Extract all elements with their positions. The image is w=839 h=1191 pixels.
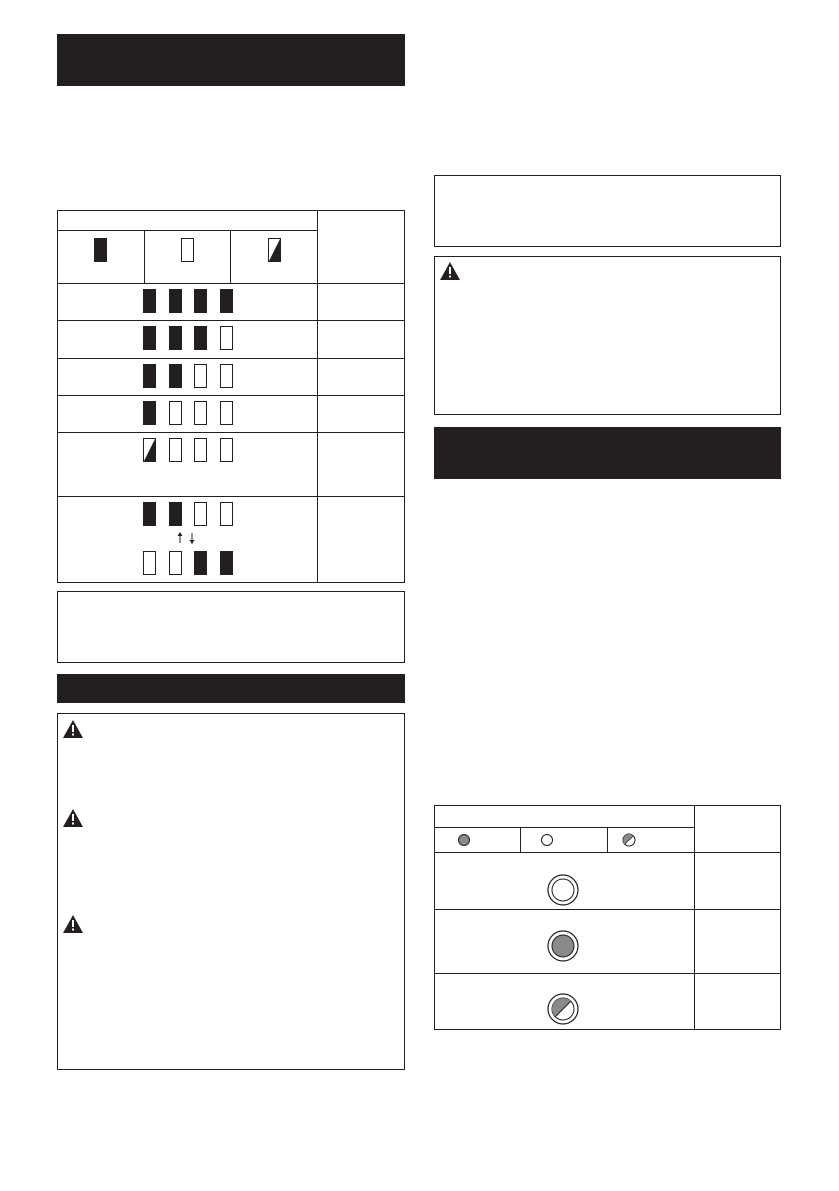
table-divider xyxy=(607,827,608,852)
indicator-lit-icon xyxy=(194,551,207,575)
indicator-lit-icon xyxy=(194,326,207,350)
table-divider xyxy=(520,827,521,852)
table-divider xyxy=(57,358,405,359)
indicator-off-icon xyxy=(220,401,233,425)
indicator-off-icon xyxy=(169,551,182,575)
warning-triangle-icon xyxy=(63,809,83,827)
lamp-white-icon xyxy=(541,834,553,846)
indicator-blinking-icon xyxy=(143,438,156,462)
indicator-lit-icon xyxy=(143,289,156,313)
table-divider xyxy=(434,827,694,828)
indicator-off-icon xyxy=(220,502,233,526)
note-box xyxy=(434,175,781,247)
section-heading-bar-2 xyxy=(57,674,405,703)
indicator-blinking-icon xyxy=(268,238,281,262)
table-divider xyxy=(434,909,781,910)
indicator-lit-icon xyxy=(94,238,107,262)
table-divider xyxy=(144,230,145,283)
indicator-off-icon xyxy=(194,438,207,462)
caution-box xyxy=(434,256,781,415)
indicator-off-icon xyxy=(220,326,233,350)
indicator-off-icon xyxy=(194,364,207,388)
indicator-lit-icon xyxy=(194,289,207,313)
indicator-lit-icon xyxy=(169,326,182,350)
table-divider xyxy=(57,283,405,284)
indicator-off-icon xyxy=(169,438,182,462)
indicator-off-icon xyxy=(194,502,207,526)
indicator-lit-icon xyxy=(169,502,182,526)
indicator-lit-icon xyxy=(169,289,182,313)
indicator-lit-icon xyxy=(143,364,156,388)
lamp-gray-icon xyxy=(458,834,470,846)
lamp-indicator-icon xyxy=(547,993,579,1025)
table-divider xyxy=(230,230,231,283)
indicator-lit-icon xyxy=(169,364,182,388)
table-divider xyxy=(434,852,781,853)
table-divider xyxy=(434,973,781,974)
indicator-off-icon xyxy=(143,551,156,575)
note-box xyxy=(57,591,405,663)
table-divider xyxy=(57,496,405,497)
up-down-arrows-icon xyxy=(174,532,198,544)
table-divider xyxy=(57,395,405,396)
table-divider xyxy=(694,805,695,1030)
battery-indicator-table xyxy=(57,210,405,583)
warning-triangle-icon xyxy=(63,720,83,738)
indicator-off-icon xyxy=(220,364,233,388)
indicator-off-icon xyxy=(181,238,194,262)
indicator-lit-icon xyxy=(220,551,233,575)
indicator-off-icon xyxy=(220,438,233,462)
indicator-lit-icon xyxy=(220,289,233,313)
caution-box xyxy=(57,713,405,1070)
lamp-indicator-icon xyxy=(547,930,579,962)
indicator-lit-icon xyxy=(143,401,156,425)
section-heading-bar-1 xyxy=(57,34,405,86)
lamp-half-icon xyxy=(622,833,636,847)
indicator-lit-icon xyxy=(143,502,156,526)
table-divider xyxy=(57,320,405,321)
table-divider xyxy=(57,432,405,433)
indicator-lit-icon xyxy=(143,326,156,350)
section-heading-bar-3 xyxy=(434,427,781,479)
indicator-off-icon xyxy=(194,401,207,425)
warning-triangle-icon xyxy=(440,262,460,280)
warning-triangle-icon xyxy=(63,915,83,933)
table-divider xyxy=(317,210,318,583)
lamp-indicator-icon xyxy=(547,874,579,906)
table-divider xyxy=(57,230,318,231)
indicator-off-icon xyxy=(169,401,182,425)
